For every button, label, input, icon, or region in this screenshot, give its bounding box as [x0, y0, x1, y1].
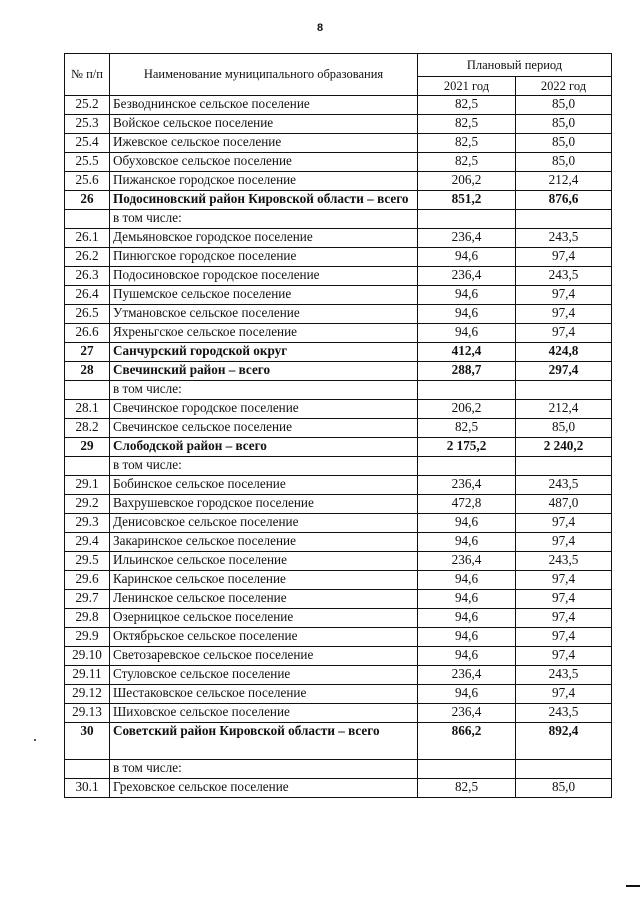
row-number: 25.6: [65, 172, 110, 191]
value-2021: 94,6: [418, 248, 516, 267]
column-header-planned-period: Плановый период: [418, 54, 612, 77]
row-number: 29.2: [65, 495, 110, 514]
value-2021: 206,2: [418, 400, 516, 419]
value-2021: [418, 457, 516, 476]
edge-mark: [626, 885, 640, 887]
row-number: 28: [65, 362, 110, 381]
row-number: 29.8: [65, 609, 110, 628]
table-row: [65, 419, 612, 438]
value-2022: [516, 760, 612, 779]
row-number: 25.3: [65, 115, 110, 134]
table-row: [65, 552, 612, 571]
value-2022: 243,5: [516, 476, 612, 495]
value-2022: [516, 210, 612, 229]
table-row: [65, 571, 612, 590]
value-2022: 243,5: [516, 229, 612, 248]
value-2022: 424,8: [516, 343, 612, 362]
municipality-name: Пушемское сельское поселение: [110, 286, 418, 305]
row-number: 26.4: [65, 286, 110, 305]
municipality-name: Слободской район – всего: [110, 438, 418, 457]
table-row: [65, 647, 612, 666]
value-2021: 94,6: [418, 514, 516, 533]
table-row: [65, 438, 612, 457]
municipality-name: в том числе:: [110, 210, 418, 229]
table-row: [65, 153, 612, 172]
municipality-name: Светозаревское сельское поселение: [110, 647, 418, 666]
value-2021: 82,5: [418, 779, 516, 798]
value-2021: 236,4: [418, 552, 516, 571]
municipality-name: Утмановское сельское поселение: [110, 305, 418, 324]
municipality-name: Ильинское сельское поселение: [110, 552, 418, 571]
row-number: [65, 210, 110, 229]
value-2022: [516, 381, 612, 400]
table-row: [65, 210, 612, 229]
value-2021: 236,4: [418, 704, 516, 723]
table-row: [65, 134, 612, 153]
table-row: [65, 666, 612, 685]
value-2022: 85,0: [516, 96, 612, 115]
value-2021: 82,5: [418, 96, 516, 115]
table-row: [65, 343, 612, 362]
value-2022: 297,4: [516, 362, 612, 381]
column-header-number: № п/п: [65, 54, 110, 96]
row-number: 29.4: [65, 533, 110, 552]
municipality-name: Подосиновский район Кировской области – всего: [110, 191, 418, 210]
municipality-name: Денисовское сельское поселение: [110, 514, 418, 533]
value-2021: 82,5: [418, 153, 516, 172]
table-body: [65, 96, 612, 798]
row-number: 29: [65, 438, 110, 457]
municipality-name: Шиховское сельское поселение: [110, 704, 418, 723]
row-number: 29.5: [65, 552, 110, 571]
municipality-name: Пинюгское городское поселение: [110, 248, 418, 267]
row-number: [65, 760, 110, 779]
row-number: 29.3: [65, 514, 110, 533]
municipality-name: Греховское сельское поселение: [110, 779, 418, 798]
row-number: 28.1: [65, 400, 110, 419]
row-number: [65, 381, 110, 400]
value-2022: 97,4: [516, 324, 612, 343]
municipality-name: Ленинское сельское поселение: [110, 590, 418, 609]
municipality-name: Свечинский район – всего: [110, 362, 418, 381]
table-row: [65, 760, 612, 779]
value-2021: 82,5: [418, 419, 516, 438]
value-2022: 243,5: [516, 552, 612, 571]
value-2022: 85,0: [516, 779, 612, 798]
value-2021: 866,2: [418, 723, 516, 760]
value-2021: 236,4: [418, 666, 516, 685]
value-2022: 212,4: [516, 172, 612, 191]
table-row: [65, 590, 612, 609]
value-2022: 97,4: [516, 286, 612, 305]
municipality-name: Свечинское сельское поселение: [110, 419, 418, 438]
table-row: [65, 229, 612, 248]
value-2022: 892,4: [516, 723, 612, 760]
row-number: 25.2: [65, 96, 110, 115]
value-2022: [516, 457, 612, 476]
value-2021: 82,5: [418, 134, 516, 153]
value-2021: 412,4: [418, 343, 516, 362]
value-2021: 288,7: [418, 362, 516, 381]
value-2022: 243,5: [516, 704, 612, 723]
row-number: 26.5: [65, 305, 110, 324]
municipality-name: Подосиновское городское поселение: [110, 267, 418, 286]
table-row: [65, 305, 612, 324]
value-2022: 97,4: [516, 628, 612, 647]
value-2021: 472,8: [418, 495, 516, 514]
value-2021: 94,6: [418, 571, 516, 590]
column-header-name: Наименование муниципального образования: [110, 54, 418, 96]
table-row: [65, 476, 612, 495]
row-number: 28.2: [65, 419, 110, 438]
row-number: 25.4: [65, 134, 110, 153]
row-number: 27: [65, 343, 110, 362]
budget-table: [64, 53, 612, 798]
value-2021: 236,4: [418, 476, 516, 495]
table-row: [65, 324, 612, 343]
value-2022: 85,0: [516, 115, 612, 134]
row-number: 30: [65, 723, 110, 760]
page-number: 8: [316, 22, 324, 34]
table-row: [65, 362, 612, 381]
value-2021: 94,6: [418, 286, 516, 305]
table-row: [65, 115, 612, 134]
value-2022: 97,4: [516, 305, 612, 324]
table-row: [65, 514, 612, 533]
value-2021: 94,6: [418, 609, 516, 628]
table-row: [65, 286, 612, 305]
value-2021: 2 175,2: [418, 438, 516, 457]
municipality-name: в том числе:: [110, 760, 418, 779]
row-number: 29.1: [65, 476, 110, 495]
value-2021: 94,6: [418, 647, 516, 666]
value-2022: 97,4: [516, 647, 612, 666]
value-2021: 94,6: [418, 533, 516, 552]
row-number: 29.7: [65, 590, 110, 609]
value-2021: 94,6: [418, 628, 516, 647]
municipality-name: Обуховское сельское поселение: [110, 153, 418, 172]
value-2022: 97,4: [516, 609, 612, 628]
municipality-name: Безводнинское сельское поселение: [110, 96, 418, 115]
value-2022: 243,5: [516, 666, 612, 685]
municipality-name: Октябрьское сельское поселение: [110, 628, 418, 647]
value-2022: 97,4: [516, 571, 612, 590]
municipality-name: в том числе:: [110, 457, 418, 476]
municipality-name: Вахрушевское городское поселение: [110, 495, 418, 514]
municipality-name: Яхреньгское сельское поселение: [110, 324, 418, 343]
row-number: 26.3: [65, 267, 110, 286]
value-2022: 85,0: [516, 134, 612, 153]
municipality-name: Каринское сельское поселение: [110, 571, 418, 590]
value-2021: 236,4: [418, 267, 516, 286]
table-row: [65, 248, 612, 267]
row-number: 26.2: [65, 248, 110, 267]
value-2021: 94,6: [418, 590, 516, 609]
value-2021: 206,2: [418, 172, 516, 191]
table-row: [65, 96, 612, 115]
row-number: 29.6: [65, 571, 110, 590]
value-2022: 97,4: [516, 514, 612, 533]
value-2021: 94,6: [418, 324, 516, 343]
table-row: [65, 381, 612, 400]
table-row: [65, 723, 612, 760]
table-row: [65, 400, 612, 419]
municipality-name: Санчурский городской округ: [110, 343, 418, 362]
value-2022: 212,4: [516, 400, 612, 419]
value-2022: 97,4: [516, 590, 612, 609]
row-number: [65, 457, 110, 476]
scan-speck: [34, 739, 36, 741]
value-2021: 82,5: [418, 115, 516, 134]
value-2021: 94,6: [418, 685, 516, 704]
municipality-name: Озерницкое сельское поселение: [110, 609, 418, 628]
value-2022: 85,0: [516, 419, 612, 438]
municipality-name: Советский район Кировской области – всего: [110, 723, 418, 760]
municipality-name: Стуловское сельское поселение: [110, 666, 418, 685]
row-number: 30.1: [65, 779, 110, 798]
column-header-year-2021: 2021 год: [418, 77, 516, 96]
table-row: [65, 628, 612, 647]
table-row: [65, 704, 612, 723]
table-row: [65, 457, 612, 476]
municipality-name: в том числе:: [110, 381, 418, 400]
value-2022: 85,0: [516, 153, 612, 172]
value-2022: 876,6: [516, 191, 612, 210]
value-2021: [418, 760, 516, 779]
column-header-year-2022: 2022 год: [516, 77, 612, 96]
table-row: [65, 609, 612, 628]
municipality-name: Свечинское городское поселение: [110, 400, 418, 419]
municipality-name: Пижанское городское поселение: [110, 172, 418, 191]
value-2022: 487,0: [516, 495, 612, 514]
value-2021: [418, 210, 516, 229]
row-number: 29.13: [65, 704, 110, 723]
row-number: 26.6: [65, 324, 110, 343]
row-number: 29.9: [65, 628, 110, 647]
municipality-name: Закаринское сельское поселение: [110, 533, 418, 552]
row-number: 25.5: [65, 153, 110, 172]
row-number: 26: [65, 191, 110, 210]
row-number: 29.11: [65, 666, 110, 685]
table-row: [65, 267, 612, 286]
municipality-name: Шестаковское сельское поселение: [110, 685, 418, 704]
table-row: [65, 685, 612, 704]
value-2022: 2 240,2: [516, 438, 612, 457]
table-row: [65, 495, 612, 514]
value-2022: 243,5: [516, 267, 612, 286]
row-number: 29.10: [65, 647, 110, 666]
value-2021: 851,2: [418, 191, 516, 210]
value-2022: 97,4: [516, 533, 612, 552]
value-2021: 94,6: [418, 305, 516, 324]
value-2022: 97,4: [516, 248, 612, 267]
value-2021: 236,4: [418, 229, 516, 248]
value-2022: 97,4: [516, 685, 612, 704]
municipality-name: Ижевское сельское поселение: [110, 134, 418, 153]
table-row: [65, 533, 612, 552]
value-2021: [418, 381, 516, 400]
table-row: [65, 172, 612, 191]
municipality-name: Демьяновское городское поселение: [110, 229, 418, 248]
row-number: 29.12: [65, 685, 110, 704]
table-row: [65, 779, 612, 798]
row-number: 26.1: [65, 229, 110, 248]
municipality-name: Бобинское сельское поселение: [110, 476, 418, 495]
table-row: [65, 191, 612, 210]
municipality-name: Войское сельское поселение: [110, 115, 418, 134]
